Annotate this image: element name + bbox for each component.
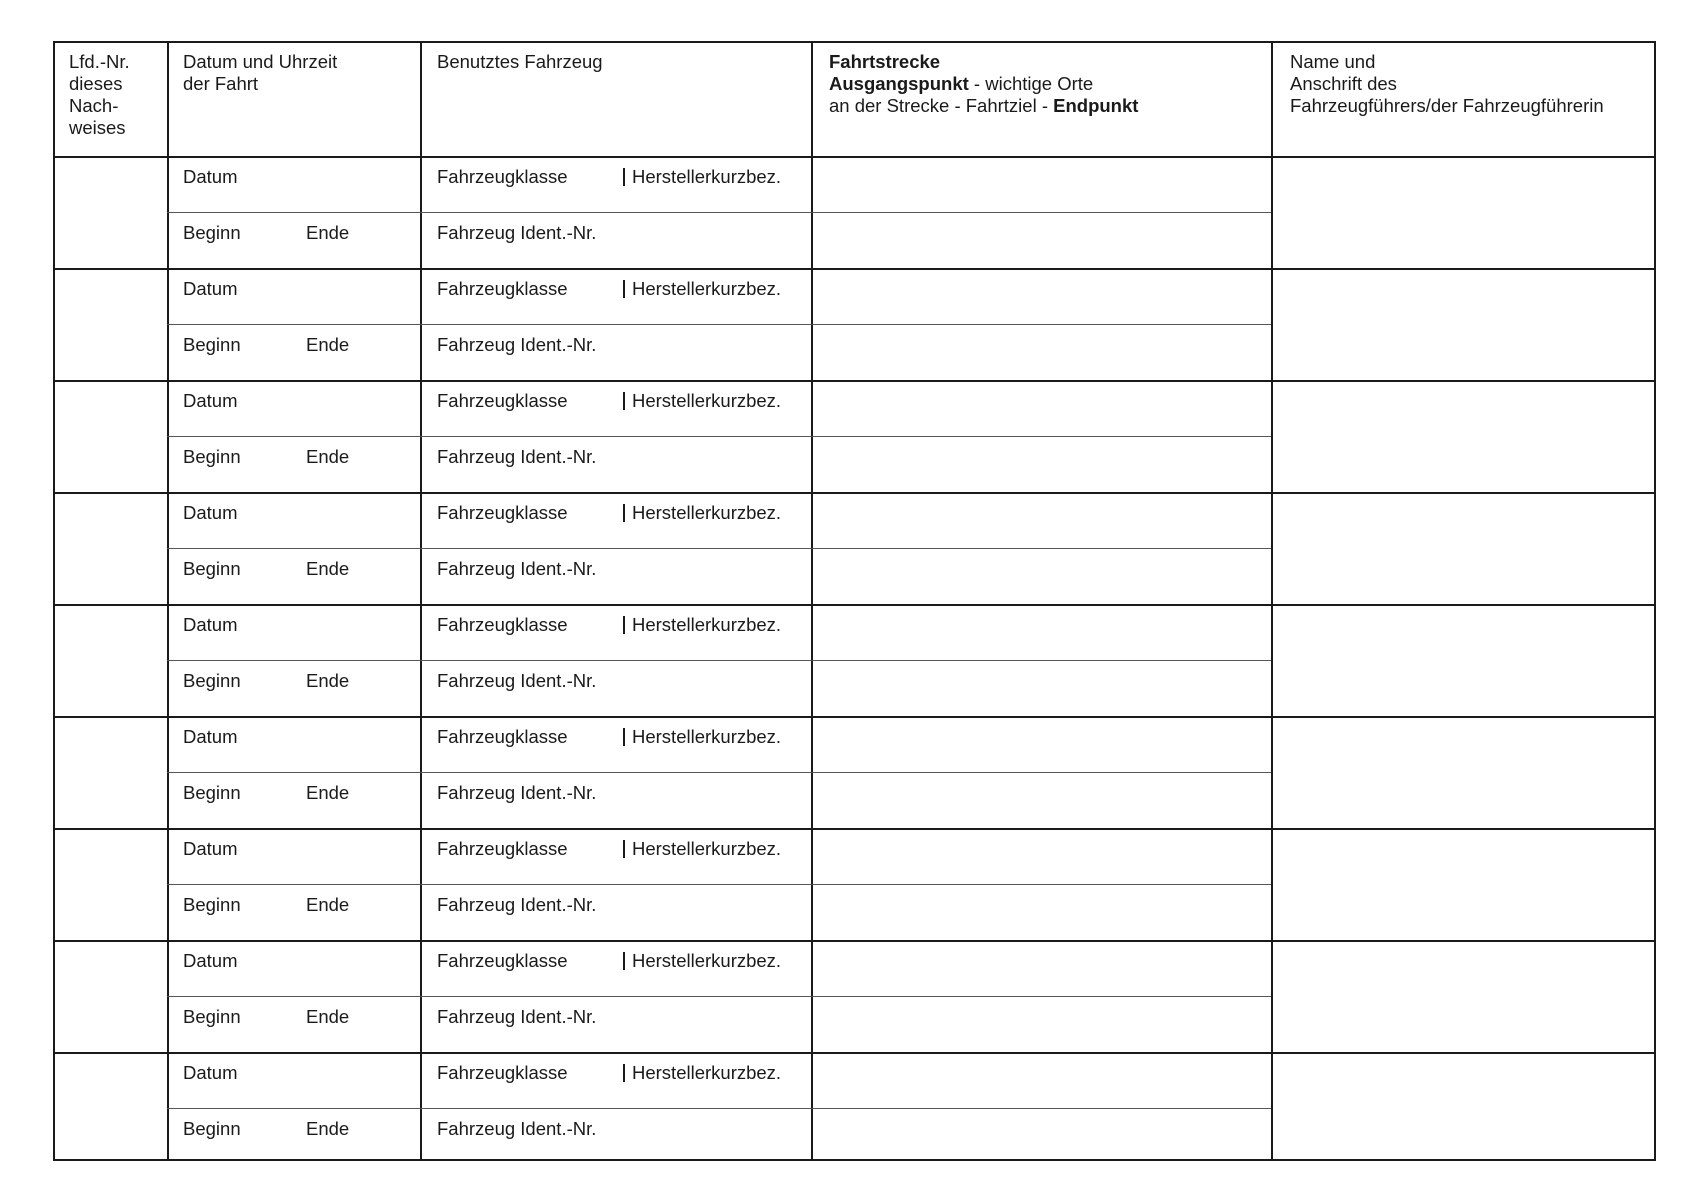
row-mid-divider — [167, 660, 1271, 661]
label-beginn: Beginn — [183, 1118, 241, 1139]
column-divider — [811, 43, 813, 1159]
header-name-anschrift — [1290, 51, 1604, 117]
label-ende: Ende — [306, 894, 350, 915]
header-strecke-fahrtziel: an der Strecke - Fahrtziel - — [829, 95, 1054, 116]
label-fahrzeug-ident-nr: Fahrzeug Ident.-Nr. — [437, 1006, 597, 1027]
label-datum: Datum — [183, 726, 238, 747]
label-herstellerkurzbez: Herstellerkurzbez. — [632, 1062, 782, 1083]
row-mid-divider — [167, 884, 1271, 885]
header-lfd-nr-line: weises — [69, 117, 126, 138]
label-fahrzeug-ident-nr: Fahrzeug Ident.-Nr. — [437, 446, 597, 467]
row-divider — [55, 940, 1654, 942]
label-ende: Ende — [306, 222, 350, 243]
row-mid-divider — [167, 772, 1271, 773]
label-datum: Datum — [183, 390, 238, 411]
label-ende: Ende — [306, 334, 350, 355]
header-datum-uhrzeit — [183, 51, 337, 95]
header-lfd-nr — [69, 51, 130, 139]
row-divider — [55, 156, 1654, 158]
label-fahrzeug-ident-nr: Fahrzeug Ident.-Nr. — [437, 782, 597, 803]
label-datum: Datum — [183, 278, 238, 299]
row-mid-divider — [167, 996, 1271, 997]
header-endpunkt: Endpunkt — [1053, 95, 1139, 116]
separator-tick — [623, 280, 625, 298]
label-beginn: Beginn — [183, 1006, 241, 1027]
row-mid-divider — [167, 548, 1271, 549]
label-fahrzeug-ident-nr: Fahrzeug Ident.-Nr. — [437, 334, 597, 355]
label-datum: Datum — [183, 166, 238, 187]
row-divider — [55, 828, 1654, 830]
header-lfd-nr-line: Lfd.-Nr. — [69, 51, 130, 72]
label-beginn: Beginn — [183, 446, 241, 467]
header-ausgangspunkt: Ausgangspunkt — [829, 73, 969, 94]
header-name-line: Fahrzeugführers/der Fahrzeugführerin — [1290, 95, 1604, 116]
separator-tick — [623, 392, 625, 410]
separator-tick — [623, 616, 625, 634]
row-mid-divider — [167, 436, 1271, 437]
label-fahrzeugklasse: Fahrzeugklasse — [437, 1062, 568, 1083]
label-fahrzeugklasse: Fahrzeugklasse — [437, 726, 568, 747]
label-fahrzeugklasse: Fahrzeugklasse — [437, 278, 568, 299]
header-lfd-nr-line: dieses — [69, 73, 123, 94]
label-fahrzeug-ident-nr: Fahrzeug Ident.-Nr. — [437, 558, 597, 579]
label-fahrzeugklasse: Fahrzeugklasse — [437, 838, 568, 859]
label-fahrzeug-ident-nr: Fahrzeug Ident.-Nr. — [437, 670, 597, 691]
label-beginn: Beginn — [183, 222, 241, 243]
label-beginn: Beginn — [183, 782, 241, 803]
label-fahrzeugklasse: Fahrzeugklasse — [437, 502, 568, 523]
row-divider — [55, 604, 1654, 606]
header-lfd-nr-line: Nach- — [69, 95, 119, 116]
header-fahrtstrecke-title: Fahrtstrecke — [829, 51, 941, 72]
label-fahrzeugklasse: Fahrzeugklasse — [437, 950, 568, 971]
label-beginn: Beginn — [183, 894, 241, 915]
header-fahrtstrecke — [829, 51, 1138, 117]
separator-tick — [623, 952, 625, 970]
label-fahrzeug-ident-nr: Fahrzeug Ident.-Nr. — [437, 1118, 597, 1139]
label-ende: Ende — [306, 782, 350, 803]
column-divider — [167, 43, 169, 1159]
label-datum: Datum — [183, 838, 238, 859]
label-datum: Datum — [183, 1062, 238, 1083]
label-datum: Datum — [183, 950, 238, 971]
row-mid-divider — [167, 1108, 1271, 1109]
header-fahrzeug — [437, 51, 603, 73]
label-herstellerkurzbez: Herstellerkurzbez. — [632, 502, 782, 523]
label-fahrzeugklasse: Fahrzeugklasse — [437, 166, 568, 187]
label-herstellerkurzbez: Herstellerkurzbez. — [632, 278, 782, 299]
label-datum: Datum — [183, 502, 238, 523]
label-fahrzeugklasse: Fahrzeugklasse — [437, 390, 568, 411]
row-divider — [55, 380, 1654, 382]
label-ende: Ende — [306, 558, 350, 579]
label-herstellerkurzbez: Herstellerkurzbez. — [632, 166, 782, 187]
label-datum: Datum — [183, 614, 238, 635]
label-fahrzeugklasse: Fahrzeugklasse — [437, 614, 568, 635]
separator-tick — [623, 168, 625, 186]
separator-tick — [623, 504, 625, 522]
label-ende: Ende — [306, 446, 350, 467]
label-fahrzeug-ident-nr: Fahrzeug Ident.-Nr. — [437, 222, 597, 243]
header-fahrzeug-line: Benutztes Fahrzeug — [437, 51, 603, 72]
row-mid-divider — [167, 212, 1271, 213]
label-fahrzeug-ident-nr: Fahrzeug Ident.-Nr. — [437, 894, 597, 915]
label-beginn: Beginn — [183, 334, 241, 355]
row-divider — [55, 268, 1654, 270]
label-herstellerkurzbez: Herstellerkurzbez. — [632, 726, 782, 747]
label-beginn: Beginn — [183, 670, 241, 691]
label-herstellerkurzbez: Herstellerkurzbez. — [632, 838, 782, 859]
header-wichtige-orte: - wichtige Orte — [968, 73, 1094, 94]
column-divider — [1271, 43, 1273, 1159]
header-datum-line: Datum und Uhrzeit — [183, 51, 338, 72]
label-herstellerkurzbez: Herstellerkurzbez. — [632, 390, 782, 411]
label-ende: Ende — [306, 1118, 350, 1139]
row-mid-divider — [167, 324, 1271, 325]
label-beginn: Beginn — [183, 558, 241, 579]
fahrtenbuch-form — [53, 41, 1656, 1161]
separator-tick — [623, 840, 625, 858]
header-name-line: Anschrift des — [1290, 73, 1397, 94]
separator-tick — [623, 728, 625, 746]
row-divider — [55, 716, 1654, 718]
header-name-line: Name und — [1290, 51, 1376, 72]
header-datum-line: der Fahrt — [183, 73, 259, 94]
label-ende: Ende — [306, 1006, 350, 1027]
separator-tick — [623, 1064, 625, 1082]
row-divider — [55, 492, 1654, 494]
label-herstellerkurzbez: Herstellerkurzbez. — [632, 614, 782, 635]
column-divider — [420, 43, 422, 1159]
row-divider — [55, 1052, 1654, 1054]
label-ende: Ende — [306, 670, 350, 691]
label-herstellerkurzbez: Herstellerkurzbez. — [632, 950, 782, 971]
